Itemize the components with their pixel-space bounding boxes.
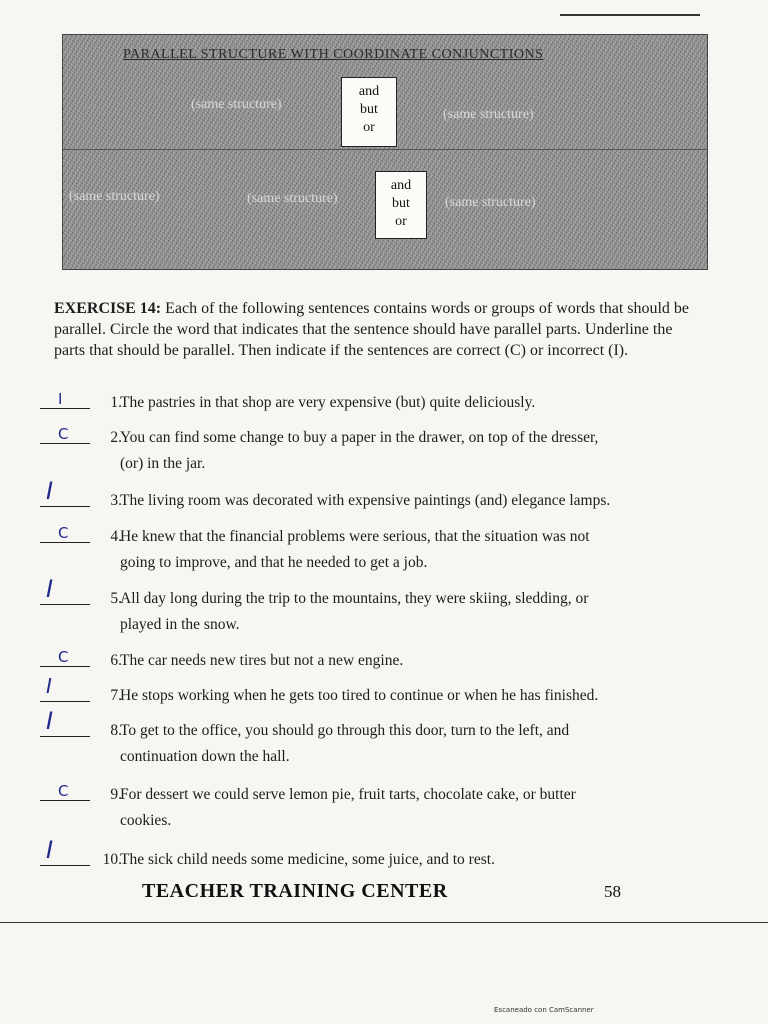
item-text: He stops working when he gets too tired to continue or when he has finished. xyxy=(120,687,599,704)
item-number: 9. xyxy=(110,786,122,803)
item-text-continued: cookies. xyxy=(120,812,172,829)
item-text-continued: played in the snow. xyxy=(120,616,240,633)
same-structure-label: (same structure) xyxy=(191,97,282,112)
conj-but: but xyxy=(392,196,410,211)
answer-blank xyxy=(40,477,90,507)
top-rule xyxy=(560,14,700,16)
item-number: 10. xyxy=(102,851,122,868)
answer-blank xyxy=(40,674,90,702)
item-text: You can find some change to buy a paper in the drawer, on top of the dresser, xyxy=(120,429,599,446)
item-text: The pastries in that shop are very expensive (but) quite deliciously. xyxy=(120,394,536,411)
conj-and: and xyxy=(390,178,412,193)
same-structure-label: (same structure) xyxy=(247,191,338,206)
box-title: PARALLEL STRUCTURE WITH COORDINATE CONJUNCTIONS xyxy=(123,47,544,62)
exercise-instructions xyxy=(54,298,694,361)
answer-blank xyxy=(40,524,90,543)
item-text: The sick child needs some medicine, some juice, and to rest. xyxy=(120,851,495,868)
same-structure-label: (same structure) xyxy=(445,195,536,210)
item-number: 7. xyxy=(110,687,122,704)
box-divider xyxy=(63,149,707,150)
item-number: 2. xyxy=(110,429,122,446)
handwritten-answer: C xyxy=(58,782,69,800)
item-number: 6. xyxy=(110,652,122,669)
exercise-text: Each of the following sentences contains words or groups of words that should be parallel. Circle the word that indicates that the sentence should have parallel parts. Underline the parts that should be parallel. Then indicate if the sentences are correct (C) or incorrect (I). xyxy=(54,300,690,359)
item-text: All day long during the trip to the mountains, they were skiing, sledding, or xyxy=(120,590,589,607)
item-text-continued: going to improve, and that he needed to get a job. xyxy=(120,554,428,571)
conjunction-box-1 xyxy=(341,77,397,147)
conj-or: or xyxy=(363,120,375,135)
page-number: 58 xyxy=(604,882,621,901)
item-number: 1. xyxy=(110,394,122,411)
answer-blank xyxy=(40,575,90,605)
item-text: To get to the office, you should go through this door, turn to the left, and xyxy=(120,722,570,739)
answer-blank xyxy=(40,390,90,409)
handwritten-answer: I xyxy=(46,674,52,698)
conj-or: or xyxy=(395,214,407,229)
handwritten-answer: I xyxy=(46,477,54,505)
answer-blank xyxy=(40,648,90,667)
same-structure-label: (same structure) xyxy=(443,107,534,122)
scanner-watermark: Escaneado con CamScanner xyxy=(494,1006,594,1014)
item-number: 4. xyxy=(110,528,122,545)
answer-blank xyxy=(40,425,90,444)
conjunction-box-2 xyxy=(375,171,427,239)
item-text: He knew that the financial problems were serious, that the situation was not xyxy=(120,528,590,545)
parallel-structure-box xyxy=(62,34,708,270)
item-number: 5. xyxy=(110,590,122,607)
answer-blank xyxy=(40,782,90,801)
item-text-continued: (or) in the jar. xyxy=(120,455,206,472)
footer-rule xyxy=(0,922,768,923)
handwritten-answer: C xyxy=(58,425,69,443)
item-text: For dessert we could serve lemon pie, fruit tarts, chocolate cake, or butter xyxy=(120,786,576,803)
handwritten-answer: I xyxy=(46,836,54,864)
answer-blank xyxy=(40,836,90,866)
handwritten-answer: I xyxy=(46,707,54,735)
handwritten-answer: C xyxy=(58,524,69,542)
conj-but: but xyxy=(360,102,378,117)
handwritten-answer: C xyxy=(58,648,69,666)
same-structure-label: (same structure) xyxy=(69,189,160,204)
handwritten-answer: I xyxy=(58,390,63,408)
footer-title: TEACHER TRAINING CENTER xyxy=(142,880,448,902)
item-text: The living room was decorated with expensive paintings (and) elegance lamps. xyxy=(120,492,611,509)
handwritten-answer: I xyxy=(46,575,54,603)
answer-blank xyxy=(40,707,90,737)
item-number: 8. xyxy=(110,722,122,739)
item-text-continued: continuation down the hall. xyxy=(120,748,290,765)
conj-and: and xyxy=(358,84,380,99)
exercise-label: EXERCISE 14: xyxy=(54,300,162,317)
item-number: 3. xyxy=(110,492,122,509)
item-text: The car needs new tires but not a new engine. xyxy=(120,652,404,669)
